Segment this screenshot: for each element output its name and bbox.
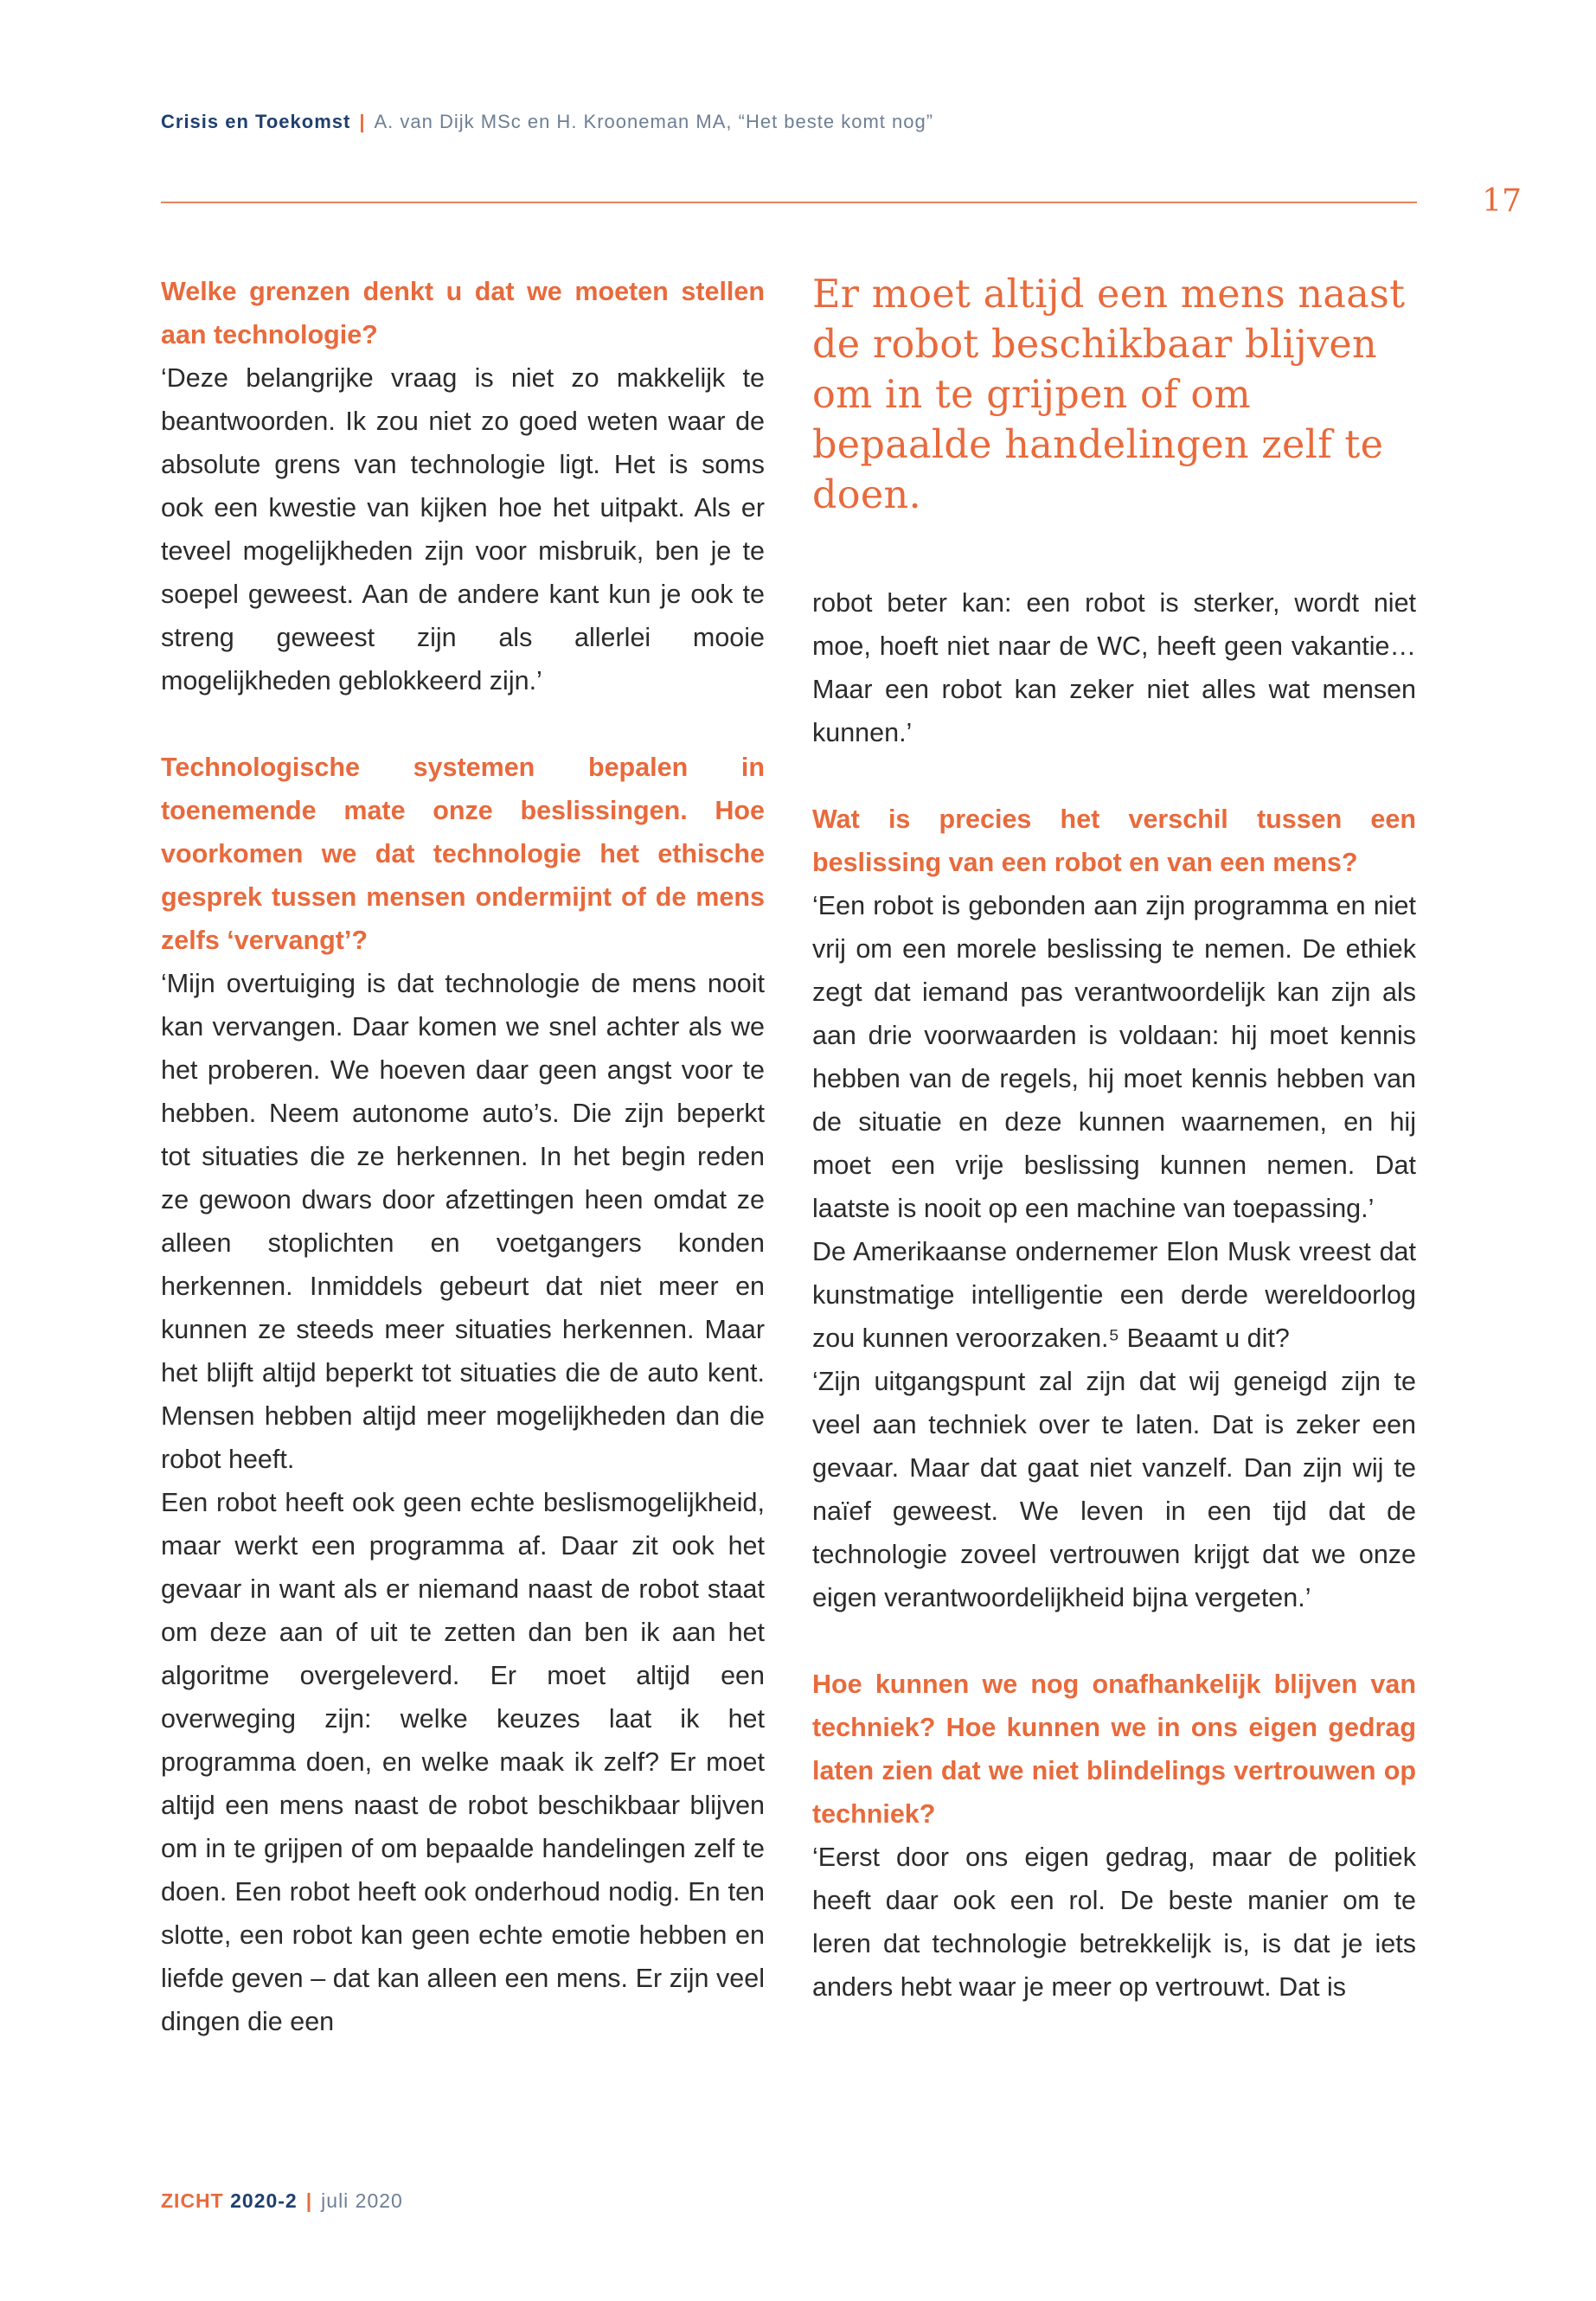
right-column bbox=[812, 270, 1416, 2009]
interview-answer: Een robot heeft ook geen echte beslismogelijkheid, maar werkt een programma af. Daar zit ook het gevaar in want als er niemand naast de robot staat om deze aan of uit te zetten dan ben ik aan het algoritme overgeleverd. Er moet altijd een overweging zijn: welke keuzes laat ik het programma doen, en welke maak ik zelf? Er moet altijd een mens naast de robot beschikbaar blijven om in te grijpen of om bepaalde handelingen zelf te doen. Een robot heeft ook onderhoud nodig. En ten slotte, een robot kan geen echte emotie hebben en liefde geven – dat kan alleen een mens. Er zijn veel dingen die een bbox=[161, 1488, 765, 2036]
interview-answer: ‘Mijn overtuiging is dat technologie de mens nooit kan vervangen. Daar komen we snel achter als we het proberen. We hoeven daar geen angst voor te hebben. Neem autonome auto’s. Die zijn beperkt tot situaties die ze herkennen. In het begin reden ze gewoon dwars door afzettingen heen omdat ze alleen stoplichten en voetgangers konden herkennen. Inmiddels gebeurt dat niet meer en kunnen ze steeds meer situaties herkennen. Maar het blijft altijd beperkt tot situaties die de auto kent. Mensen hebben altijd meer mogelijkheden dan die robot heeft. bbox=[161, 969, 765, 1474]
paragraph-gap bbox=[812, 754, 1416, 798]
interview-question: Hoe kunnen we nog onafhankelijk blijven van techniek? Hoe kunnen we in ons eigen gedrag laten zien dat we niet blindelings vertrouwen op techniek? bbox=[812, 1670, 1416, 1829]
interview-answer: ‘Een robot is gebonden aan zijn programma en niet vrij om een morele beslissing te nemen. De ethiek zegt dat iemand pas verantwoordelijk kan zijn als aan drie voorwaarden is voldaan: hij moet kennis hebben van de regels, hij moet kennis hebben van de situatie en deze kunnen waarnemen, en hij moet een vrije beslissing kunnen nemen. Dat laatste is nooit op een machine van toepassing.’ bbox=[812, 891, 1416, 1223]
interview-question: Wat is precies het verschil tussen een beslissing van een robot en van een mens? bbox=[812, 804, 1416, 877]
running-footer bbox=[161, 2189, 403, 2213]
interview-answer: ‘Eerst door ons eigen gedrag, maar de politiek heeft daar ook een rol. De beste manier om te leren dat technologie betrekkelijk is, is dat je iets anders hebt waar je meer op vertrouwt. Dat is bbox=[812, 1843, 1416, 2002]
paragraph-gap bbox=[812, 1619, 1416, 1663]
issue-number: 2020-2 bbox=[230, 2189, 298, 2212]
paragraph-gap bbox=[161, 702, 765, 746]
pull-quote: Er moet altijd een mens naast de robot beschikbaar blijven om in te grijpen of om bepaalde handelingen zelf te doen. bbox=[812, 272, 1406, 517]
footer-separator: | bbox=[305, 2189, 313, 2212]
left-column bbox=[161, 270, 765, 2043]
issue-date: juli 2020 bbox=[321, 2189, 403, 2212]
series-title: Crisis en Toekomst bbox=[161, 111, 351, 132]
interview-answer: ‘Zijn uitgangspunt zal zijn dat wij geneigd zijn te veel aan techniek over te laten. Dat is zeker een gevaar. Maar dat gaat niet vanzelf. Dan zijn wij te naïef geweest. We leven in een tijd dat de technologie zoveel vertrouwen krijgt dat we onze eigen verantwoordelijkheid bijna vergeten.’ bbox=[812, 1367, 1416, 1612]
interview-question: Technologische systemen bepalen in toenemende mate onze beslissingen. Hoe voorkomen we dat technologie het ethische gesprek tussen mensen ondermijnt of de mens zelfs ‘vervangt’? bbox=[161, 753, 765, 955]
interview-question-inline: De Amerikaanse ondernemer Elon Musk vreest dat kunstmatige intelligentie een derde wereldoorlog zou kunnen veroorzaken.⁵ Beaamt u dit? bbox=[812, 1237, 1416, 1353]
interview-answer: ‘Deze belangrijke vraag is niet zo makkelijk te beantwoorden. Ik zou niet zo goed weten waar de absolute grens van technologie ligt. Het is soms ook een kwestie van kijken hoe het uitpakt. Als er teveel mogelijkheden zijn voor misbruik, ben je te soepel geweest. Aan de andere kant kun je ook te streng geweest zijn als allerlei mooie mogelijkheden geblokkeerd zijn.’ bbox=[161, 363, 765, 695]
magazine-name: ZICHT bbox=[161, 2189, 224, 2212]
page-number: 17 bbox=[1482, 183, 1522, 219]
running-header bbox=[161, 111, 933, 133]
interview-answer: robot beter kan: een robot is sterker, wordt niet moe, hoeft niet naar de WC, heeft geen vakantie… Maar een robot kan zeker niet alles wat mensen kunnen.’ bbox=[812, 588, 1416, 747]
interview-question: Welke grenzen denkt u dat we moeten stellen aan technologie? bbox=[161, 277, 765, 349]
article-byline: A. van Dijk MSc en H. Krooneman MA, “Het beste komt nog” bbox=[374, 111, 934, 132]
header-rule bbox=[161, 202, 1417, 203]
header-separator: | bbox=[359, 111, 366, 132]
